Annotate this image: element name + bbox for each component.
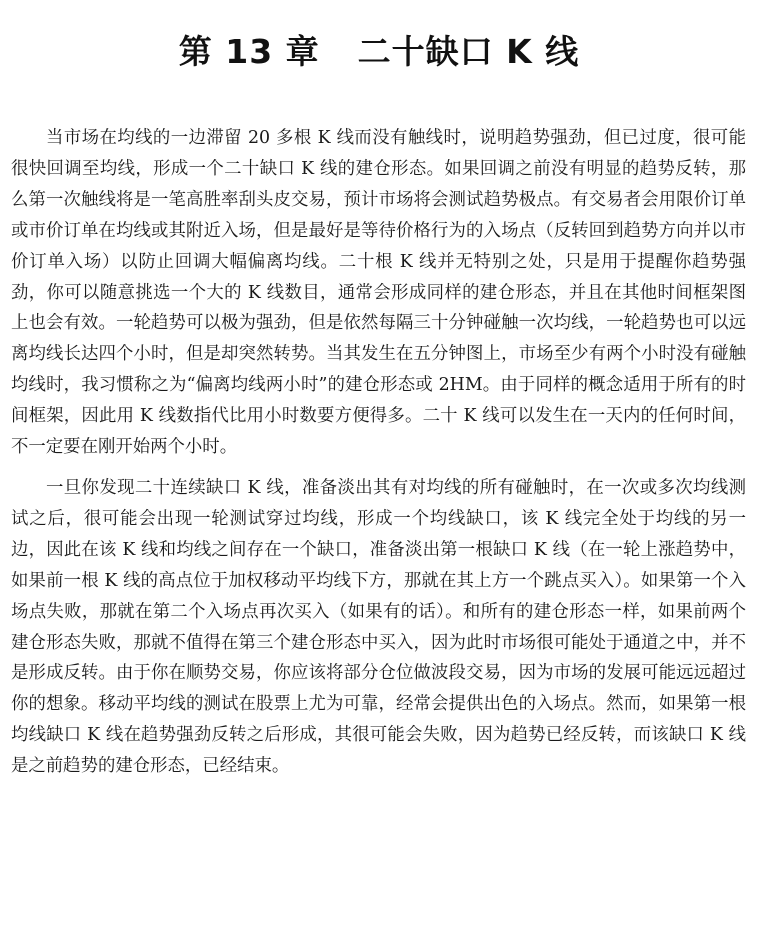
chapter-heading (0, 32, 758, 72)
paragraph-2: 一旦你发现二十连续缺口 K 线，准备淡出其有对均线的所有碰触时，在一次或多次均线测试之后，很可能会出现一轮测试穿过均线，形成一个均线缺口，该 K 线完全处于均线的另一边，因此在该 K 线和均线之间存在一个缺口，准备淡出第一根缺口 K 线（在一轮上涨趋势中，如果前一根 K 线的高点位于加权移动平均线下方，那就在其上方一个跳点买入）。如果第一个入场点失败，那就在第二个入场点再次买入（如果有的话）。和所有的建仓形态一样，如果前两个建仓形态失败，那就不值得在第三个建仓形态中买入，因为此时市场很可能处于通道之中，并不是形成反转。由于你在顺势交易，你应该将部分仓位做波段交易，因为市场的发展可能远远超过你的想象。移动平均线的测试在股票上尤为可靠，经常会提供出色的入场点。然而，如果第一根均线缺口 K 线在趋势强劲反转之后形成，其很可能会失败，因为趋势已经反转，而该缺口 K 线是之前趋势的建仓形态，已经结束。 (11, 477, 746, 777)
chapter-number: 第 13 章 (178, 32, 320, 72)
chapter-title: 二十缺口 K 线 (357, 32, 580, 72)
paragraph-1: 当市场在均线的一边滞留 20 多根 K 线而没有触线时，说明趋势强劲，但已过度，很可能很快回调至均线，形成一个二十缺口 K 线的建仓形态。如果回调之前没有明显的趋势反转，那么第一次触线将是一笔高胜率刮头皮交易，预计市场将会测试趋势极点。有交易者会用限价订单或市价订单在均线或其附近入场，但是最好是等待价格行为的入场点（反转回到趋势方向并以市价订单入场）以防止回调大幅偏离均线。二十根 K 线并无特别之处，只是用于提醒你趋势强劲，你可以随意挑选一个大的 K 线数目，通常会形成同样的建仓形态，并且在其他时间框架图上也会有效。一轮趋势可以极为强劲，但是依然每隔三十分钟碰触一次均线，一轮趋势也可以远离均线长达四个小时，但是却突然转势。当其发生在五分钟图上，市场至少有两个小时没有碰触均线时，我习惯称之为“偏离均线两小时”的建仓形态或 2HM。由于同样的概念适用于所有的时间框架，因此用 K 线数指代比用小时数要方便得多。二十 K 线可以发生在一天内的任何时间，不一定要在刚开始两个小时。 (11, 128, 746, 458)
chapter-body (11, 123, 746, 782)
